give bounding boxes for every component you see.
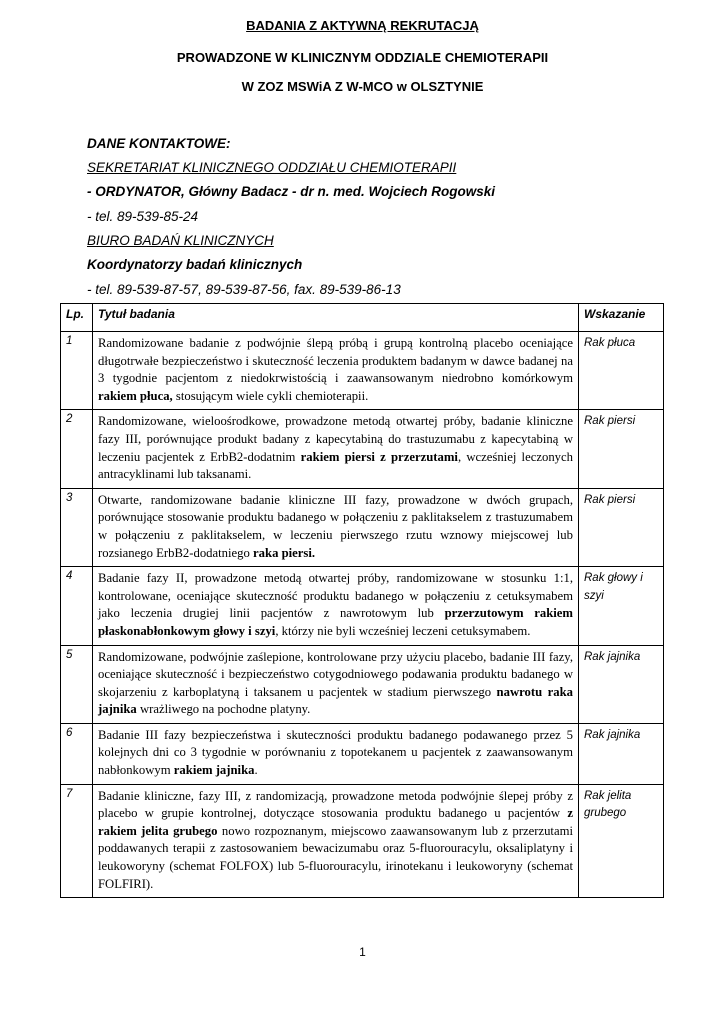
header-indication: Wskazanie [579, 304, 664, 332]
contact-tel-secretariat: - tel. 89-539-85-24 [87, 209, 199, 224]
header-lp: Lp. [61, 304, 93, 332]
trial-indication: Rak głowy i szyi [579, 567, 664, 645]
row-number: 6 [61, 723, 93, 784]
trial-title [93, 645, 579, 723]
trial-indication: Rak piersi [579, 488, 664, 566]
trial-title [93, 723, 579, 784]
table-row [61, 488, 664, 566]
trial-title-text: Badanie kliniczne, fazy III, z randomizacją, prowadzone metoda podwójnie ślepej próby z placebo w grupie kontrolnej, dotyczące stosowania produktu badanego u pacjentów [98, 788, 573, 821]
trial-title-highlight: rakiem płuca, [98, 388, 173, 403]
trial-title [93, 410, 579, 488]
trial-title-highlight: nawrotu raka jajnika [98, 684, 573, 717]
trial-title-highlight: raka piersi. [253, 545, 316, 560]
trial-indication: Rak jajnika [579, 723, 664, 784]
trial-title [93, 784, 579, 898]
table-row [61, 645, 664, 723]
trial-title-highlight: przerzutowym rakiem płaskonabłonkowym głowy i szyi [98, 606, 573, 638]
trial-title-text: nowo rozpoznanym, miejscowo zaawansowanym lub z przerzutami poddawanych terapii z zastosowaniem bewacizumabu oraz 5-fluorouracylu, oksaliplatyny i leukoworyny (schemat FOLFOX) lub 5-fluorouracylu, irinotekanu i leukoworyny (schemat FOLFIRI). [98, 823, 573, 891]
trial-indication: Rak jelita grubego [579, 784, 664, 898]
contact-ordynator: - ORDYNATOR, Główny Badacz - dr n. med. Wojciech Rogowski [87, 184, 496, 199]
table-row [61, 567, 664, 645]
trial-title-text: stosującym wiele cykli chemioterapii. [172, 388, 369, 403]
trials-table [60, 303, 664, 898]
page-number: 1 [359, 945, 366, 959]
trial-title-highlight: rakiem jajnika [173, 763, 255, 778]
row-number: 1 [61, 332, 93, 410]
contact-office: BIURO BADAŃ KLINICZNYCH [87, 233, 274, 248]
row-number: 3 [61, 488, 93, 566]
table-row [61, 332, 664, 410]
trial-title-text: Randomizowane badanie z podwójnie ślepą próbą i grupą kontrolną placebo oceniające długotrwałe bezpieczeństwo i skuteczność leczenia produktem badanym w dawce badanej na 3 tygodnie pacjentom z niedokrwistością i zaawansowanym niedrobno komórkowym [98, 336, 573, 386]
trial-title-text: , którzy nie byli wcześniej leczeni cetuksymabem. [275, 623, 531, 638]
row-number: 2 [61, 410, 93, 488]
trial-title-text: wrażliwego na pochodne platyny. [136, 702, 311, 717]
document-title: BADANIA Z AKTYWNĄ REKRUTACJĄ [246, 18, 479, 33]
trial-title-highlight: rakiem piersi z przerzutami [300, 449, 458, 464]
header-title: Tytuł badania [93, 304, 579, 332]
trial-title-text: Badanie III fazy bezpieczeństwa i skuteczności produktu badanego podawanego przez 5 kolejnych dni co 3 tygodnie w porównaniu z topotekanem u pacjentek z zaawansowanym nabłonkowym [98, 727, 573, 778]
table-row [61, 784, 664, 898]
trial-indication: Rak piersi [579, 410, 664, 488]
row-number: 4 [61, 567, 93, 645]
document-institution: W ZOZ MSWiA Z W-MCO w OLSZTYNIE [241, 79, 484, 94]
trial-title-text: . [254, 763, 258, 778]
table-header-row [61, 304, 664, 332]
trial-title-text: , wcześniej leczonych antracyklinami lub taksanami. [98, 449, 573, 482]
trial-title-text: Otwarte, randomizowane badanie kliniczne III fazy, prowadzone w dwóch grupach, porównujące stosowanie produktu badanego w połączeniu z paklitakselem z trastuzumabem w połączeniu z paklitakselem, w leczeniu pierwszego rzutu wznowy miejscowej lub rozsianego ErbB2-dodatniego [98, 492, 573, 560]
contact-tel-office: - tel. 89-539-87-57, 89-539-87-56, fax. 89-539-86-13 [87, 282, 401, 297]
trial-title [93, 488, 579, 566]
row-number: 5 [61, 645, 93, 723]
row-number: 7 [61, 784, 93, 898]
table-row [61, 723, 664, 784]
contact-coordinators: Koordynatorzy badań klinicznych [87, 257, 303, 272]
trial-title-text: Badanie fazy II, prowadzone metodą otwartej próby, randomizowane w stosunku 1:1, kontrolowane, oceniające skuteczność produktu badanego w połączeniu z cetuksymabem jako leczenia drugiej linii pacjentów z nawrotowym lub [98, 571, 573, 621]
trial-title-text: Randomizowane, wieloośrodkowe, prowadzone metodą otwartej próby, badanie kliniczne fazy III, porównujące produkt badany z kapecytabiną do trastuzumabu z kapecytabiną w leczeniu pacjentek z ErbB2-dodatnim [98, 414, 573, 464]
trial-indication: Rak jajnika [579, 645, 664, 723]
trial-title [93, 567, 579, 645]
document-subtitle: PROWADZONE W KLINICZNYM ODDZIALE CHEMIOTERAPII [176, 50, 549, 65]
contact-secretariat: SEKRETARIAT KLINICZNEGO ODDZIAŁU CHEMIOTERAPII [87, 160, 457, 175]
trial-title-highlight: z rakiem jelita grubego [98, 806, 573, 838]
table-row [61, 410, 664, 488]
table-body [61, 332, 664, 898]
trial-indication: Rak płuca [579, 332, 664, 410]
trial-title [93, 332, 579, 410]
contact-heading: DANE KONTAKTOWE: [87, 136, 231, 151]
trial-title-text: Randomizowane, podwójnie zaślepione, kontrolowane przy użyciu placebo, badanie III fazy, oceniające skuteczność i bezpieczeństwo cotygodniowego podawania produktu badanego w skojarzeniu z karboplatyną i taksanem u pacjentek w stadium pierwszego [98, 649, 573, 699]
